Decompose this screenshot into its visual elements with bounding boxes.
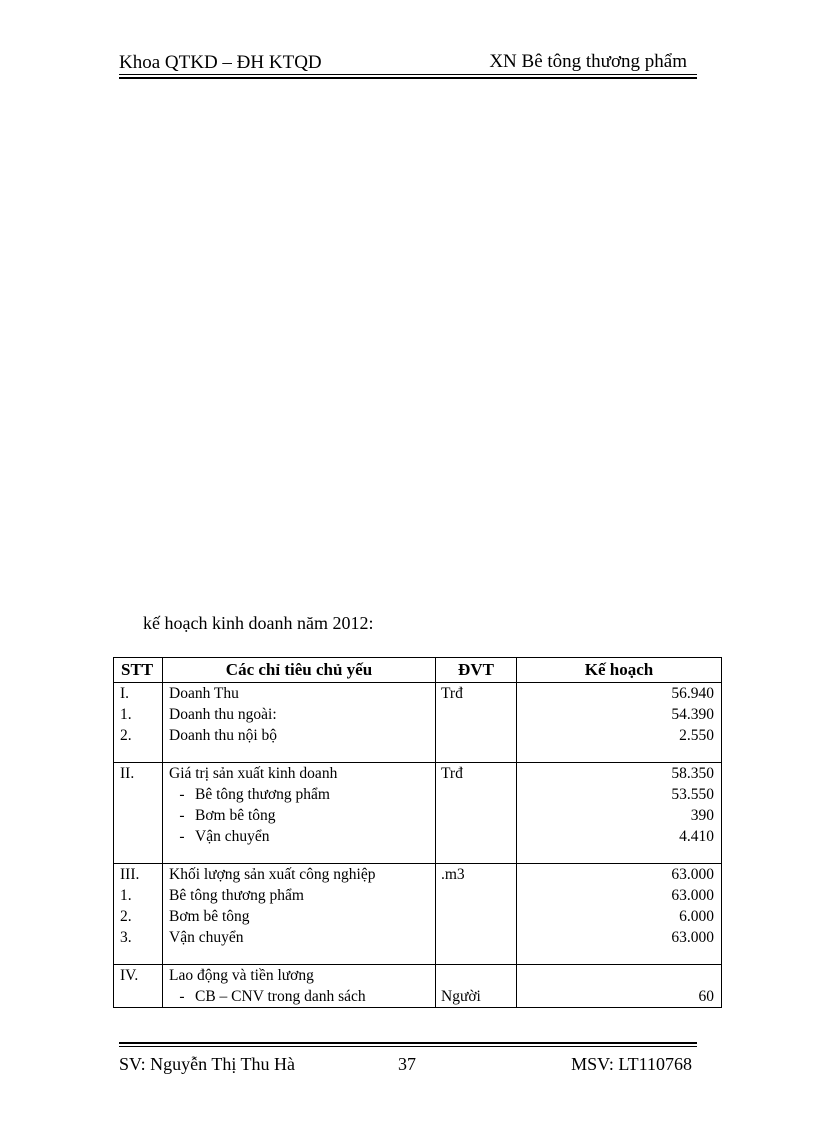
plan-value: 390	[690, 807, 714, 824]
value-cell	[517, 864, 722, 965]
plan-value: 63.000	[671, 929, 714, 946]
value-cell	[517, 683, 722, 763]
table-row	[114, 683, 722, 763]
indicator-sub-item	[163, 805, 435, 826]
indicator-label: Vận chuyển	[169, 929, 244, 946]
stt-label: III.	[120, 866, 140, 883]
unit-cell	[436, 965, 517, 1008]
unit-label: Trđ	[441, 765, 463, 782]
indicator-label: Doanh thu ngoài:	[169, 706, 277, 723]
indicator-sub-item	[163, 826, 435, 847]
table-row	[114, 965, 722, 1008]
indicator-label: Bê tông thương phẩm	[195, 786, 330, 803]
stt-label: IV.	[120, 967, 139, 984]
table-row	[114, 864, 722, 965]
stt-label: 1.	[120, 887, 132, 904]
stt-label: II.	[120, 765, 135, 782]
plan-value: 60	[698, 988, 714, 1005]
indicator-label: Bơm bê tông	[195, 807, 276, 824]
indicator-cell	[163, 683, 436, 763]
table-header-row	[114, 658, 722, 683]
plan-value: 53.550	[671, 786, 714, 803]
unit-label	[436, 965, 516, 986]
indicator-sub-item	[163, 986, 435, 1007]
plan-value: 6.000	[679, 908, 714, 925]
plan-value: 63.000	[671, 866, 714, 883]
header-plan: Kế hoạch	[517, 658, 722, 683]
plan-value: 56.940	[671, 685, 714, 702]
header-stt: STT	[114, 658, 163, 683]
stt-cell	[114, 864, 163, 965]
header-rule-thick	[119, 77, 697, 79]
header-rule	[119, 74, 697, 75]
stt-label: I.	[120, 685, 130, 702]
indicator-label: Bê tông thương phẩm	[169, 887, 304, 904]
header-indicator: Các chỉ tiêu chủ yếu	[163, 658, 436, 683]
plan-value: 54.390	[671, 706, 714, 723]
plan-value: 63.000	[671, 887, 714, 904]
unit-label: .m3	[441, 866, 465, 883]
indicator-label: Giá trị sản xuất kinh doanh	[169, 765, 338, 782]
table-row	[114, 763, 722, 864]
stt-cell	[114, 683, 163, 763]
plan-value: 4.410	[679, 828, 714, 845]
indicator-cell	[163, 763, 436, 864]
indicator-cell	[163, 965, 436, 1008]
page-header	[119, 48, 697, 78]
indicator-cell	[163, 864, 436, 965]
business-plan-table	[113, 657, 722, 1008]
indicator-label: Khối lượng sản xuất công nghiệp	[169, 866, 376, 883]
unit-label: Trđ	[441, 685, 463, 702]
dash-bullet: -	[179, 786, 185, 803]
value-cell	[517, 763, 722, 864]
plan-value	[517, 965, 721, 986]
page-footer	[119, 1042, 697, 1082]
unit-cell	[436, 763, 517, 864]
stt-label: 3.	[120, 929, 132, 946]
indicator-label: Bơm bê tông	[169, 908, 250, 925]
indicator-label: Doanh thu nội bộ	[169, 727, 278, 744]
footer-rule	[119, 1046, 697, 1047]
indicator-label: CB – CNV trong danh sách	[195, 988, 366, 1005]
indicator-label: Lao động và tiền lương	[169, 967, 314, 984]
footer-rule-thick	[119, 1042, 697, 1044]
page-number: 37	[398, 1054, 416, 1074]
unit-label: Người	[441, 988, 481, 1005]
section-title: kế hoạch kinh doanh năm 2012:	[143, 613, 374, 633]
value-cell	[517, 965, 722, 1008]
dash-bullet: -	[179, 828, 185, 845]
footer-student-id: MSV: LT110768	[571, 1054, 692, 1074]
indicator-sub-item	[163, 784, 435, 805]
stt-label: 2.	[120, 727, 132, 744]
header-company: XN Bê tông thương phẩm	[489, 51, 687, 72]
indicator-label: Vận chuyển	[195, 828, 270, 845]
dash-bullet: -	[179, 988, 185, 1005]
stt-label: 1.	[120, 706, 132, 723]
header-faculty: Khoa QTKD – ĐH KTQD	[119, 52, 322, 73]
footer-student-name: SV: Nguyễn Thị Thu Hà	[119, 1054, 295, 1074]
unit-cell	[436, 683, 517, 763]
stt-cell	[114, 965, 163, 1008]
plan-value: 2.550	[679, 727, 714, 744]
header-unit: ĐVT	[436, 658, 517, 683]
dash-bullet: -	[179, 807, 185, 824]
stt-cell	[114, 763, 163, 864]
indicator-label: Doanh Thu	[169, 685, 239, 702]
unit-cell	[436, 864, 517, 965]
stt-label: 2.	[120, 908, 132, 925]
plan-value: 58.350	[671, 765, 714, 782]
